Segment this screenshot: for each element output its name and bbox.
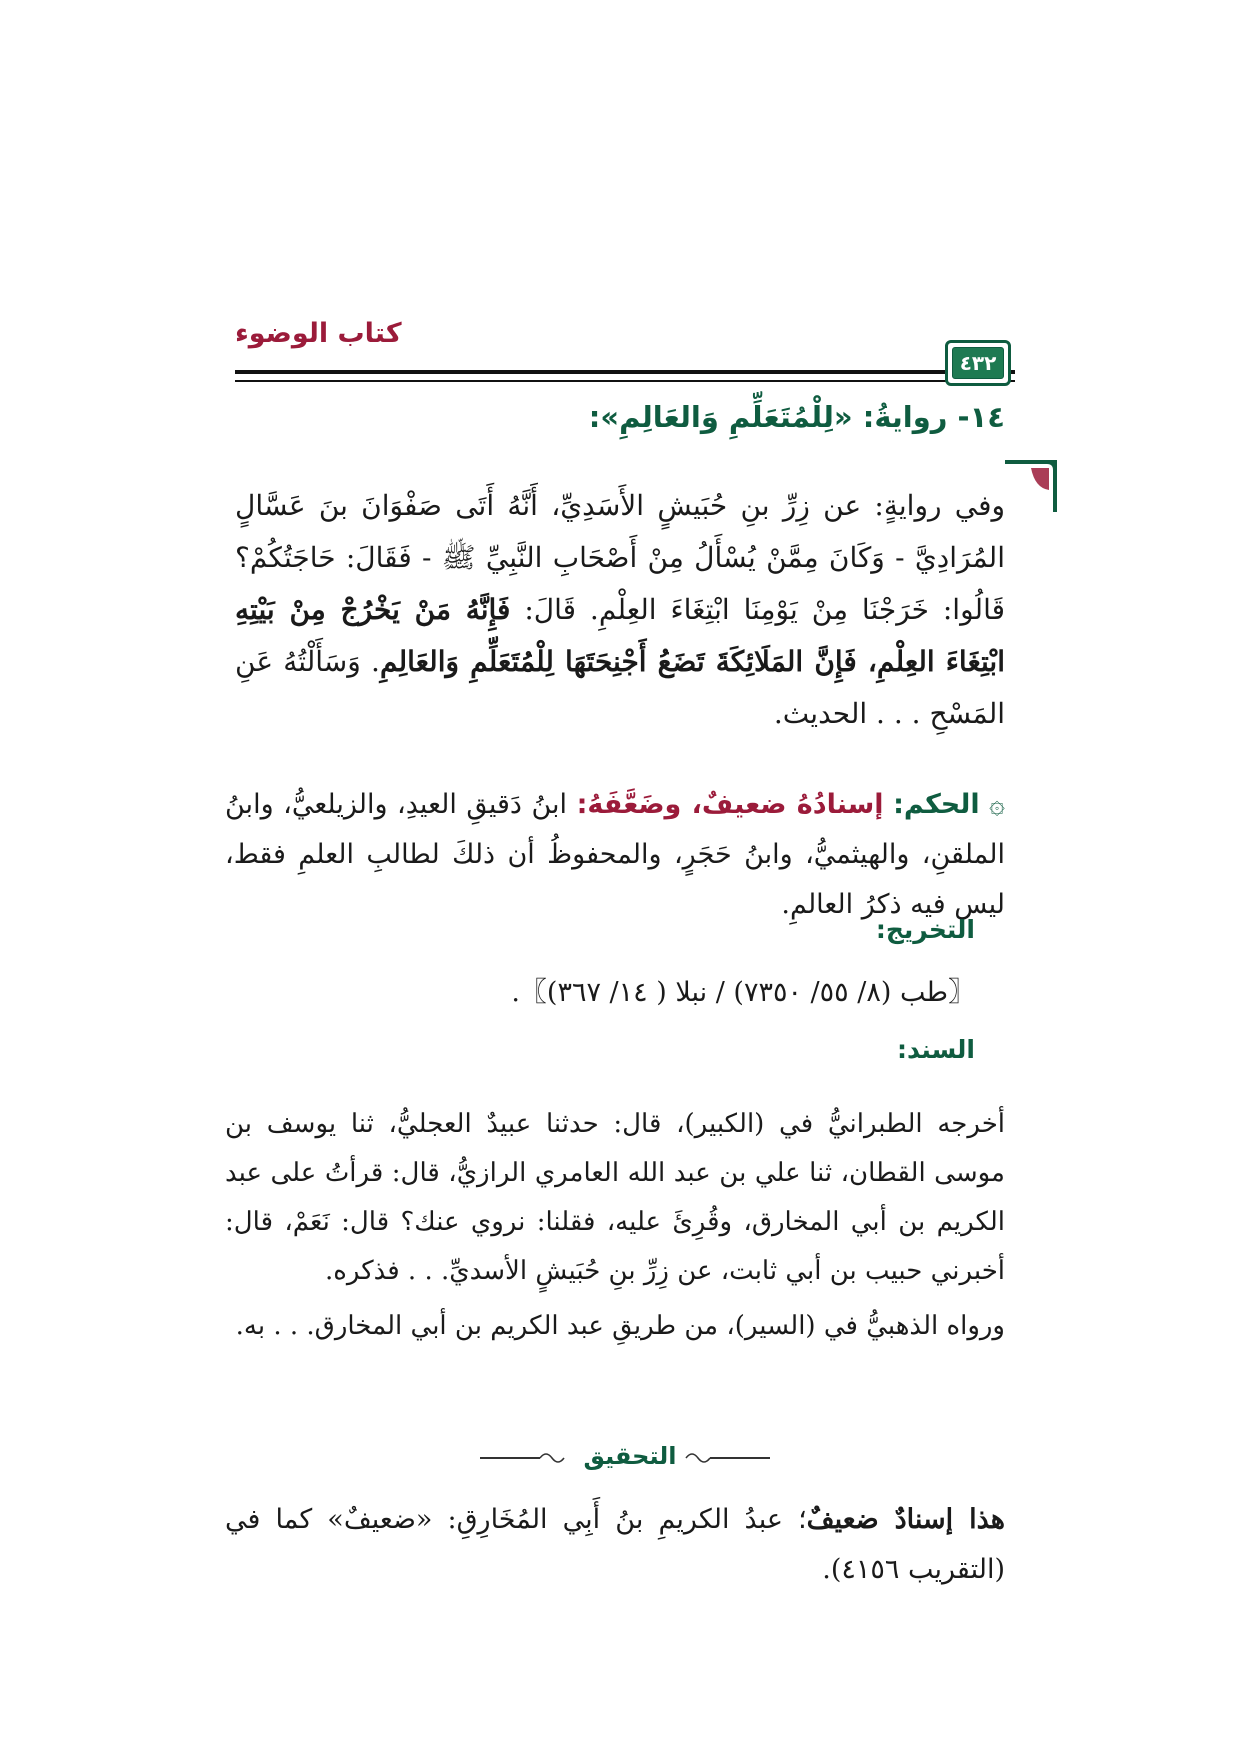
verdict-label: الحكم: (893, 789, 980, 820)
narration-bold: فَإِنَّهُ مَنْ يَخْرُجْ مِنْ بَيْتِهِ ابْتِغَاءَ العِلْمِ، فَإِنَّ المَلَائِكَةَ تَضَعُ أَجْنِحَتَهَا لِلْمُتَعَلِّمِ وَالعَالِمِ (235, 593, 1005, 678)
takhrij-line: 〖طب (٨/ ٥٥/ ٧٣٥٠) / نبلا ( ١٤/ ٣٦٧)〗. (511, 977, 975, 1008)
verdict-text: ابنُ دَقيقِ العيدِ، والزيلعيُّ، وابنُ الملقنِ، والهيثميُّ، وابنُ حَجَرٍ، والمحفوظُ أن ذلكَ لطالبِ العلمِ فقط، ليس فيه ذكرُ العالمِ. (225, 789, 1005, 920)
verdict (225, 780, 1005, 930)
header-rule-thick (235, 370, 1015, 374)
sanad-paragraph-2: ورواه الذهبيُّ في (السير)، من طريقِ عبد الكريم بن أبي المخارق. . . به. (235, 1311, 1005, 1341)
corner-ornament-icon (1005, 460, 1057, 512)
page-number-frame (945, 340, 1011, 386)
sanad-text (225, 1100, 1005, 1351)
narration-text (235, 480, 1005, 740)
running-title: كتاب الوضوء (235, 318, 402, 349)
narration-part2: . وَسَأَلْتُهُ عَنِ المَسْحِ . . . الحديث. (235, 645, 1005, 730)
verdict-flower-icon: ۞ (989, 789, 1005, 820)
verdict-grade: إسنادُهُ ضعيفٌ، وضَعَّفَهُ: (576, 789, 884, 820)
takhrij-heading: التخريج: (875, 915, 975, 944)
section-title: ١٤- روايةُ: «لِلْمُتَعَلِّمِ وَالعَالِمِ»: (588, 400, 1005, 434)
conclusion (225, 1495, 1005, 1595)
sanad-paragraph-1: أخرجه الطبرانيُّ في (الكبير)، قال: حدثنا عبيدٌ العجليُّ، ثنا يوسف بن موسى القطان، ثنا علي بن عبد الله العامري الرازيُّ، قال: قرأتُ على عبد الكريم بن أبي المخارق، وقُرِئَ عليه، فقلنا: نروي عنك؟ قال: نَعَمْ، قال: أخبرني حبيب بن أبي ثابت، عن زِرِّ بنِ حُبَيشٍ الأسديِّ. . . فذكره. (225, 1109, 1005, 1286)
page-number: ٤٣٢ (952, 347, 1004, 379)
tahqiq-heading: التحقيق (583, 1442, 677, 1470)
header-rule-thin (235, 380, 1015, 382)
conclusion-bold: هذا إسنادٌ ضعيفٌ (806, 1504, 1005, 1535)
narration-part1: وفي روايةٍ: عن زِرِّ بنِ حُبَيشٍ الأَسَدِيِّ، أَنَّهُ أَتَى صَفْوَانَ بنَ عَسَّالٍ المُرَادِيَّ - وَكَانَ مِمَّنْ يُسْأَلُ مِنْ أَصْحَابِ النَّبِيِّ ﷺ - فَقَالَ: حَاجَتُكُمْ؟ قَالُوا: خَرَجْنَا مِنْ يَوْمِنَا ابْتِغَاءَ العِلْمِ. قَالَ: (235, 489, 1005, 626)
sanad-heading: السند: (896, 1035, 975, 1064)
conclusion-text: ؛ عبدُ الكريمِ بنُ أَبِي المُخَارِقِ: «ضعيفٌ» كما في (التقريب ٤١٥٦). (225, 1504, 1005, 1585)
